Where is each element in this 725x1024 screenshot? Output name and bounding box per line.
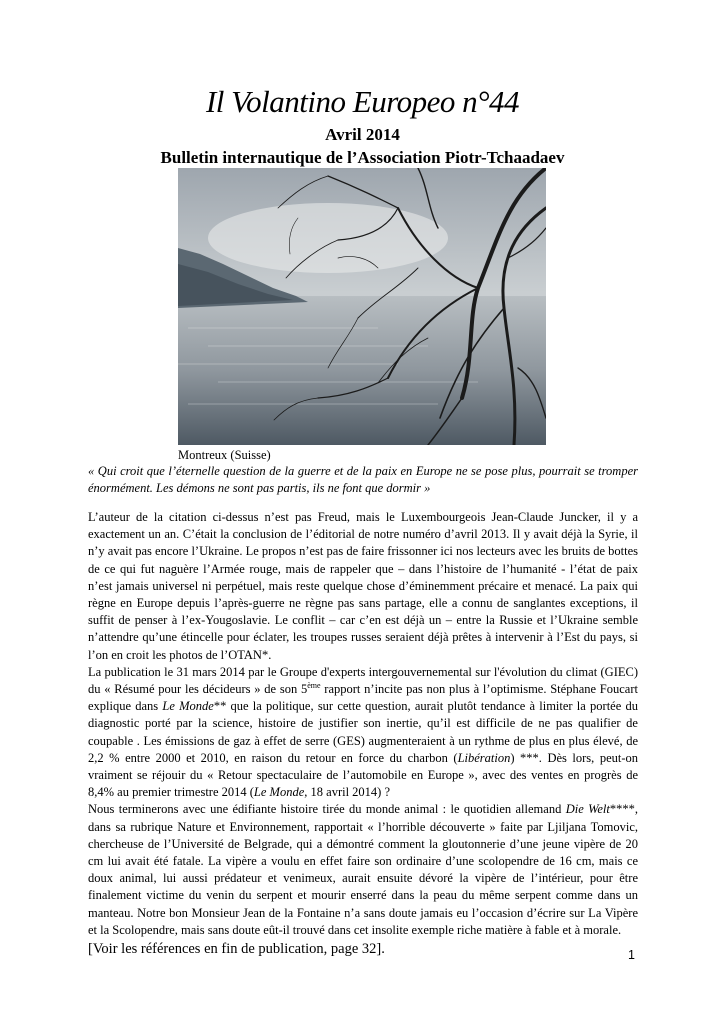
source-le-monde: Le Monde — [253, 785, 305, 800]
epigraph-quote: « Qui croit que l’éternelle question de la guerre et de la paix en Europe ne se pose plus, pourrait se tromper énormément. Les démons ne sont pas partis, ils ne font que dormir » — [88, 464, 638, 495]
paragraph-2-text: La publication le 31 mars 2014 par le Groupe d'experts intergouvernemental sur l'évolution du climat (GIEC) du « Résumé pour les décideurs » de son 5 — [88, 664, 638, 697]
page-number: 1 — [628, 948, 635, 962]
lake-photo — [178, 168, 546, 445]
paragraph-2-text: rapport n’incite pas non plus à l’optimisme. Stéphane Foucart explique dans — [88, 682, 638, 714]
source-liberation: Libération — [457, 750, 511, 765]
references-note: [Voir les références en fin de publication, page 32]. — [88, 941, 385, 958]
paragraph-3-text: Nous terminerons avec une édifiante histoire tirée du monde animal : le quotidien allemand — [88, 802, 566, 817]
paragraph-2-text: ) ***. Dès lors, peut-on vraiment se réjouir du « Retour spectaculaire de l’automobile en Europe », avec des ventes en progrès de 8,4% au premier trimestre 2014 ( — [88, 750, 639, 800]
article-body — [88, 509, 638, 959]
source-le-monde: Le Monde — [162, 699, 214, 714]
photo-caption: Montreux (Suisse) — [178, 448, 271, 462]
paragraph-2-text: ** que la politique, sur cette question, aurait plutôt tendance à limiter la portée du diagnostic porté par la science, histoire de justifier son inertie, qu’il est difficile de ne pas qualifier de coupable . Les émissions de gaz à effet de serre (GES) augmenteraient à un rythme de plus en plus élevé, de 2,2 % entre 2000 et 2010, en raison du retour en force du charbon ( — [88, 699, 638, 765]
paragraph-3 — [88, 801, 638, 939]
issue-date: Avril 2014 — [325, 125, 400, 144]
paragraph-1: L’auteur de la citation ci-dessus n’est pas Freud, mais le Luxembourgeois Jean-Claude Juncker, il y a exactement un an. C’était la conclusion de l’éditorial de notre numéro d’avril 2013. Il y avait déjà la Syrie, il n’y avait pas encore l’Ukraine. Le propos n’est pas de faire frissonner ici nos lecteurs avec les bruits de bottes de ce qui fut naguère l’Armée rouge, mais de rappeler que – dans l’histoire de l’humanité - l’état de paix n’est jamais universel ni perpétuel, mais reste quelque chose d’éminemment précaire et menacé. La paix qui règne en Europe depuis l’après-guerre ne règne pas sans partage, elle a connu de sanglantes exceptions, il suffit de penser à l’ex-Yougoslavie. Le conflit – car c’en est déjà un – entre la Russie et l’Ukraine semble n’attendre qu’une étincelle pour éclater, les troupes russes seraient déjà prêtes à intervenir à l’Est du pays, si l’on en croit les photos de l’OTAN*. — [88, 510, 638, 662]
paragraph-2 — [88, 664, 638, 802]
ordinal-superscript: ème — [307, 681, 321, 691]
paragraph-2-text: , 18 avril 2014) ? — [304, 785, 391, 800]
source-die-welt: Die Welt — [565, 802, 610, 817]
bulletin-subtitle: Bulletin internautique de l’Association Piotr-Tchaadaev — [160, 148, 565, 167]
paragraph-3-text: ****, dans sa rubrique Nature et Environnement, rapportait « l’horrible découverte » faite par Ljiljana Tomovic, chercheuse de l’Université de Belgrade, qui a démontré comment la gloutonnerie d’une jeune vipère de 20 cm lui avait été fatale. La vipère a voulu en effet faire son ordinaire d’une scolopendre de 16 cm, mais ce doux animal, lui aussi prédateur et venimeux, aurait ensuite dévoré la vipère de l’intérieur, pour être finalement victime du venin du serpent et mourir enserré dans la peau du même serpent comme dans un manteau. Notre bon Monsieur Jean de la Fontaine n’a sans doute jamais eu l’occasion d’écrire sur La Vipère et la Scolopendre, mais sans doute eût-il trouvé dans cet insolite exemple riche matière à fable et à morale. — [88, 802, 638, 937]
bulletin-title: Il Volantino Europeo n°44 — [205, 84, 520, 119]
